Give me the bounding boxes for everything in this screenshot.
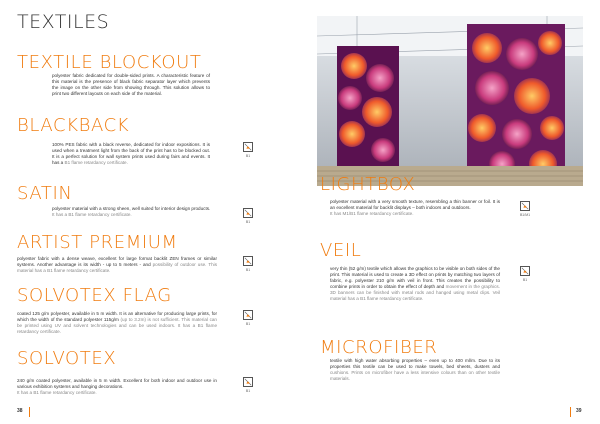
product-desc-blackback: 100% PES fabric with a black reverse, dedicated for indoor expositions. It is used when a treatment light from the back of the print has to be blocked out. It is a perfect solution for wall system prints used during fairs and events. It has a B1 flame retardancy certificate. [52,142,210,166]
product-title-solvotex-flag: SOLVOTEX FLAG [17,285,172,306]
flame-retardant-icon [520,266,530,276]
page-tick-right [570,407,571,417]
product-desc-microfiber: textile with high water absorbing properties – even up to 400 ml/m. Due to its properties this textile can be used to make towels, bed sheets, dusters and cushions. Prints on microfiber have a less intensive colours than on other textile materials. [330,358,500,382]
flame-retardant-icon [243,377,253,387]
flame-retardant-icon [520,201,530,211]
flame-retardant-icon [243,256,253,266]
flame-retardant-icon [243,142,253,152]
icon-label: B1 [245,322,251,326]
page-number-right: 39 [576,408,582,414]
product-title-artist-premium: ARTIST PREMIUM [17,232,178,253]
flame-retardant-icon [243,310,253,320]
product-title-blackback: BLACKBACK [17,115,130,136]
product-title-solvotex: SOLVOTEX [17,348,117,369]
product-desc-satin: polyester material with a strong sheen, well suited for interior design products. It has a B1 flame retardancy certificate. [52,206,211,218]
flame-retardant-icon [243,208,253,218]
product-desc-veil: very thin (52 g/m) textile which allows the graphics to be visible on both sides of the print. This material is used to create a 3D effect on prints by matching two layers of fabric, e.g. polyester 210 g/m with veil in front. This creates the possibility to combine prints in order to obtain the effect of depth and movement in the graphics. 3D banners can be finished with metal rods and hanged using metal clips. Veil material has a B1 flame retardancy certificate. [330,266,500,302]
product-desc-textile-blockout: polyester fabric dedicated for double-sided prints. A characteristic feature of this material is the presence of black fabric separator layer which prevents the image on the other side from showing through. This solution allows to print two different layouts on each side of the material. [52,73,210,97]
product-desc-solvotex: 240 g/m coated polyester, available in 5 m width. Excellent for both indoor and outdoor use in various exhibition systems and hanging decorations. It has a B1 flame retardancy certificate. [17,378,217,396]
icon-label: B1 [245,154,251,158]
product-title-textile-blockout: TEXTILE BLOCKOUT [17,52,202,73]
product-title-veil: VEIL [320,240,362,261]
icon-label: B1/M1 [519,213,531,217]
icon-label: B1 [522,278,528,282]
section-title: TEXTILES [17,11,110,33]
product-title-satin: SATIN [17,183,73,204]
product-title-microfiber: MICROFIBER [320,337,438,358]
icon-label: B1 [245,268,251,272]
product-photo [317,16,583,186]
product-desc-artist-premium: polyester fabric with a dense weave, excellent for large format backlit ZEN frames or similar systems. Another advantage is its width - up to 5 meters - and possibility of outdoor use. This material has a B1 flame retardancy certificate. [17,256,217,274]
icon-label: B1 [245,220,251,224]
page-tick-left [29,407,30,417]
product-desc-solvotex-flag: coated 125 g/m polyester, available in 5 m width. It is an alternative for producing large prints, for which the width of the standard polyester 115g/m (up to 3.2m) is not sufficient. This material can be printed using UV and solvent technologies and can be used indoors. It has a B1 flame retardancy certificate. [17,311,217,335]
product-title-lightbox: LIGHTBOX [320,174,416,195]
right-page [300,0,600,424]
icon-label: B1 [245,389,251,393]
page-number-left: 38 [17,408,23,414]
product-desc-lightbox: polyester material with a very smooth texture, resembling a thin banner or foil. It is an excellent material for backlit displays – both indoors and outdoors. It has M1/B1 flame retardancy certificate. [330,199,500,217]
